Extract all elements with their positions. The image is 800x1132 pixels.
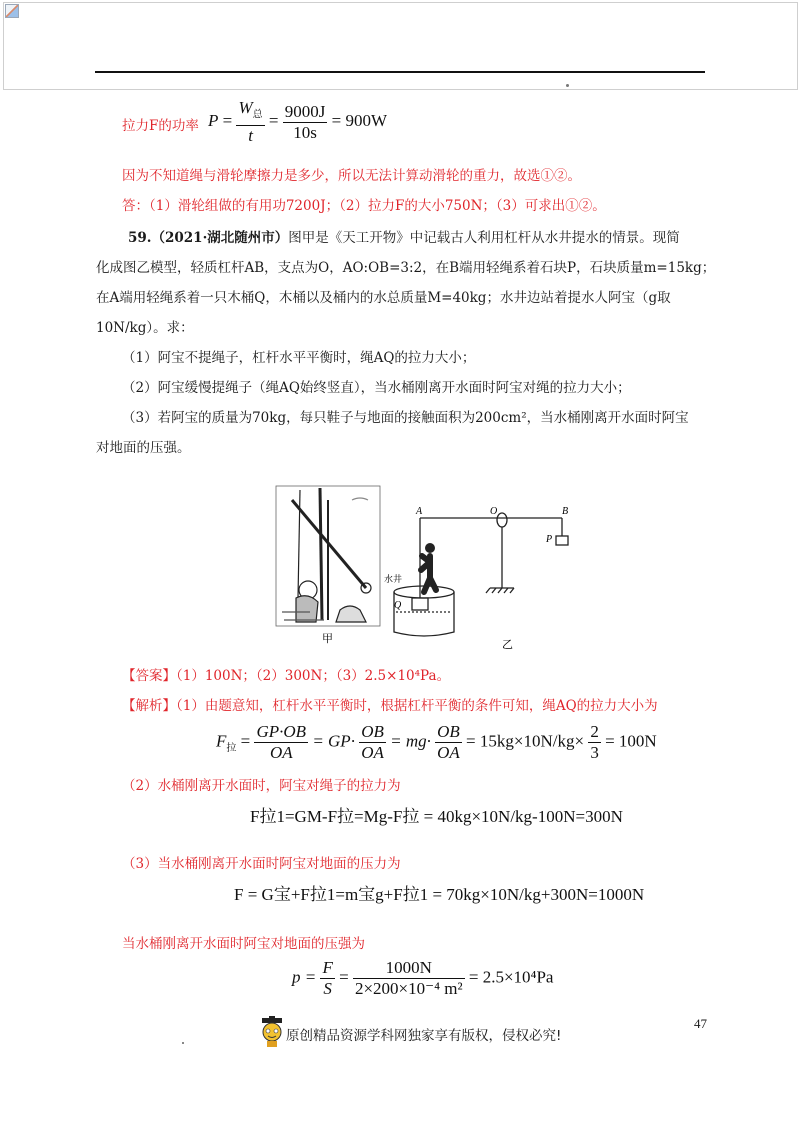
question-line-4: 10N/kg）。求： (96, 320, 194, 336)
answer-text: （1）100N；（2）300N；（3）2.5×10⁴Pa。 (176, 668, 451, 684)
power-formula: P = $\frac{W_总}{t}$ = $\frac{9000J}{10s}$ = 900W (208, 98, 388, 146)
equation-3: F = G宝+F拉1=m宝g+F拉1 = 70kg×10N/kg+300N=1000N (234, 885, 645, 904)
lever-model (394, 513, 568, 636)
sub-question-3: （3）若阿宝的质量为70kg，每只鞋子与地面的接触面积为200cm²，当水桶刚离开水面时阿宝 (122, 410, 689, 426)
header-dot (566, 84, 569, 87)
friction-note: 因为不知道绳与滑轮摩擦力是多少，所以无法计算动滑轮的重力，故选①②。 (122, 168, 581, 184)
footer-copyright: 原创精品资源学科网独家享有版权，侵权必究! (286, 1028, 562, 1044)
answer-tag: 【答案】 (122, 668, 176, 684)
label-b: B (562, 506, 569, 517)
sub-question-1: （1）阿宝不提绳子，杠杆水平平衡时，绳AQ的拉力大小； (122, 350, 476, 366)
sub-question-3-cont: 对地面的压强。 (96, 440, 191, 456)
label-q: Q (394, 600, 402, 611)
equation-2: F拉1=GM-F拉=Mg-F拉 = 40kg×10N/kg-100N=300N (250, 807, 623, 826)
sub-question-2: （2）阿宝缓慢提绳子（绳AQ始终竖直），当水桶刚离开水面时阿宝对绳的拉力大小； (122, 380, 631, 396)
analysis-line-2: （2）水桶刚离开水面时，阿宝对绳子的拉力为 (122, 778, 401, 794)
header-divider (95, 71, 705, 73)
analysis-line-4: 当水桶刚离开水面时阿宝对地面的压强为 (122, 936, 365, 952)
document-icon (5, 4, 19, 18)
analysis-line-1: 【解析】（1）由题意知，杠杆水平平衡时，根据杠杆平衡的条件可知，绳AQ的拉力大小为 (122, 698, 658, 714)
person-figure (421, 543, 436, 592)
caption-right: 乙 (502, 638, 513, 651)
label-well: 水井 (384, 575, 403, 585)
analysis-line-3: （3）当水桶刚离开水面时阿宝对地面的压力为 (122, 856, 401, 872)
power-result: 900W (345, 111, 388, 131)
page-number: 47 (694, 1016, 707, 1031)
formula-symbol: P (208, 111, 219, 131)
question-line-1: 59.（2021·湖北随州市）图甲是《天工开物》中记载古人利用杠杆从水井提水的情景。现简 (128, 230, 680, 246)
caption-left: 甲 (322, 632, 333, 645)
label-o: O (490, 506, 498, 517)
equation-4: p = $\frac{F}{S}$ = $\frac{1000N}{\text{2×200×10⁻⁴ m²}}$ = 2.5×10⁴Pa (292, 958, 554, 998)
power-label: 拉力F的功率 (122, 118, 199, 134)
value-fraction: $\frac{9000J}{10s}$ (284, 101, 326, 142)
question-source: （2021·湖北随州市） (151, 230, 289, 246)
work-fraction: $\frac{W_总}{t}$ (238, 98, 263, 146)
question-number: 59. (128, 230, 152, 246)
question-line-3: 在A端用轻绳系着一只木桶Q，木桶以及桶内的水总质量M=40kg；水井边站着提水人阿宝（g取 (96, 290, 671, 306)
label-p: P (546, 534, 553, 545)
ancient-illustration (276, 486, 380, 626)
equation-1: $F_拉$ = $\frac{GP\cdot OB}{OA}$ = GP· $\frac{OB}{OA}$ = mg· $\frac{OB}{OA}$ = 15kg×10N/kg× $\frac{2}{3}$ = 100N (216, 722, 657, 762)
page-header (3, 2, 798, 90)
previous-answer: 答：（1）滑轮组做的有用功7200J；（2）拉力F的大小750N；（3）可求出①②。 (122, 198, 606, 214)
analysis-tag: 【解析】 (122, 698, 176, 714)
footer-dot (182, 1042, 184, 1044)
label-a: A (416, 506, 423, 517)
answer-line (122, 666, 450, 686)
mascot-icon (258, 1016, 286, 1048)
question-line-2: 化成图乙模型，轻质杠杆AB，支点为O，AO:OB=3:2，在B端用轻绳系着石块P，石块质量m=15kg； (96, 260, 716, 276)
lever-figure (270, 480, 590, 652)
